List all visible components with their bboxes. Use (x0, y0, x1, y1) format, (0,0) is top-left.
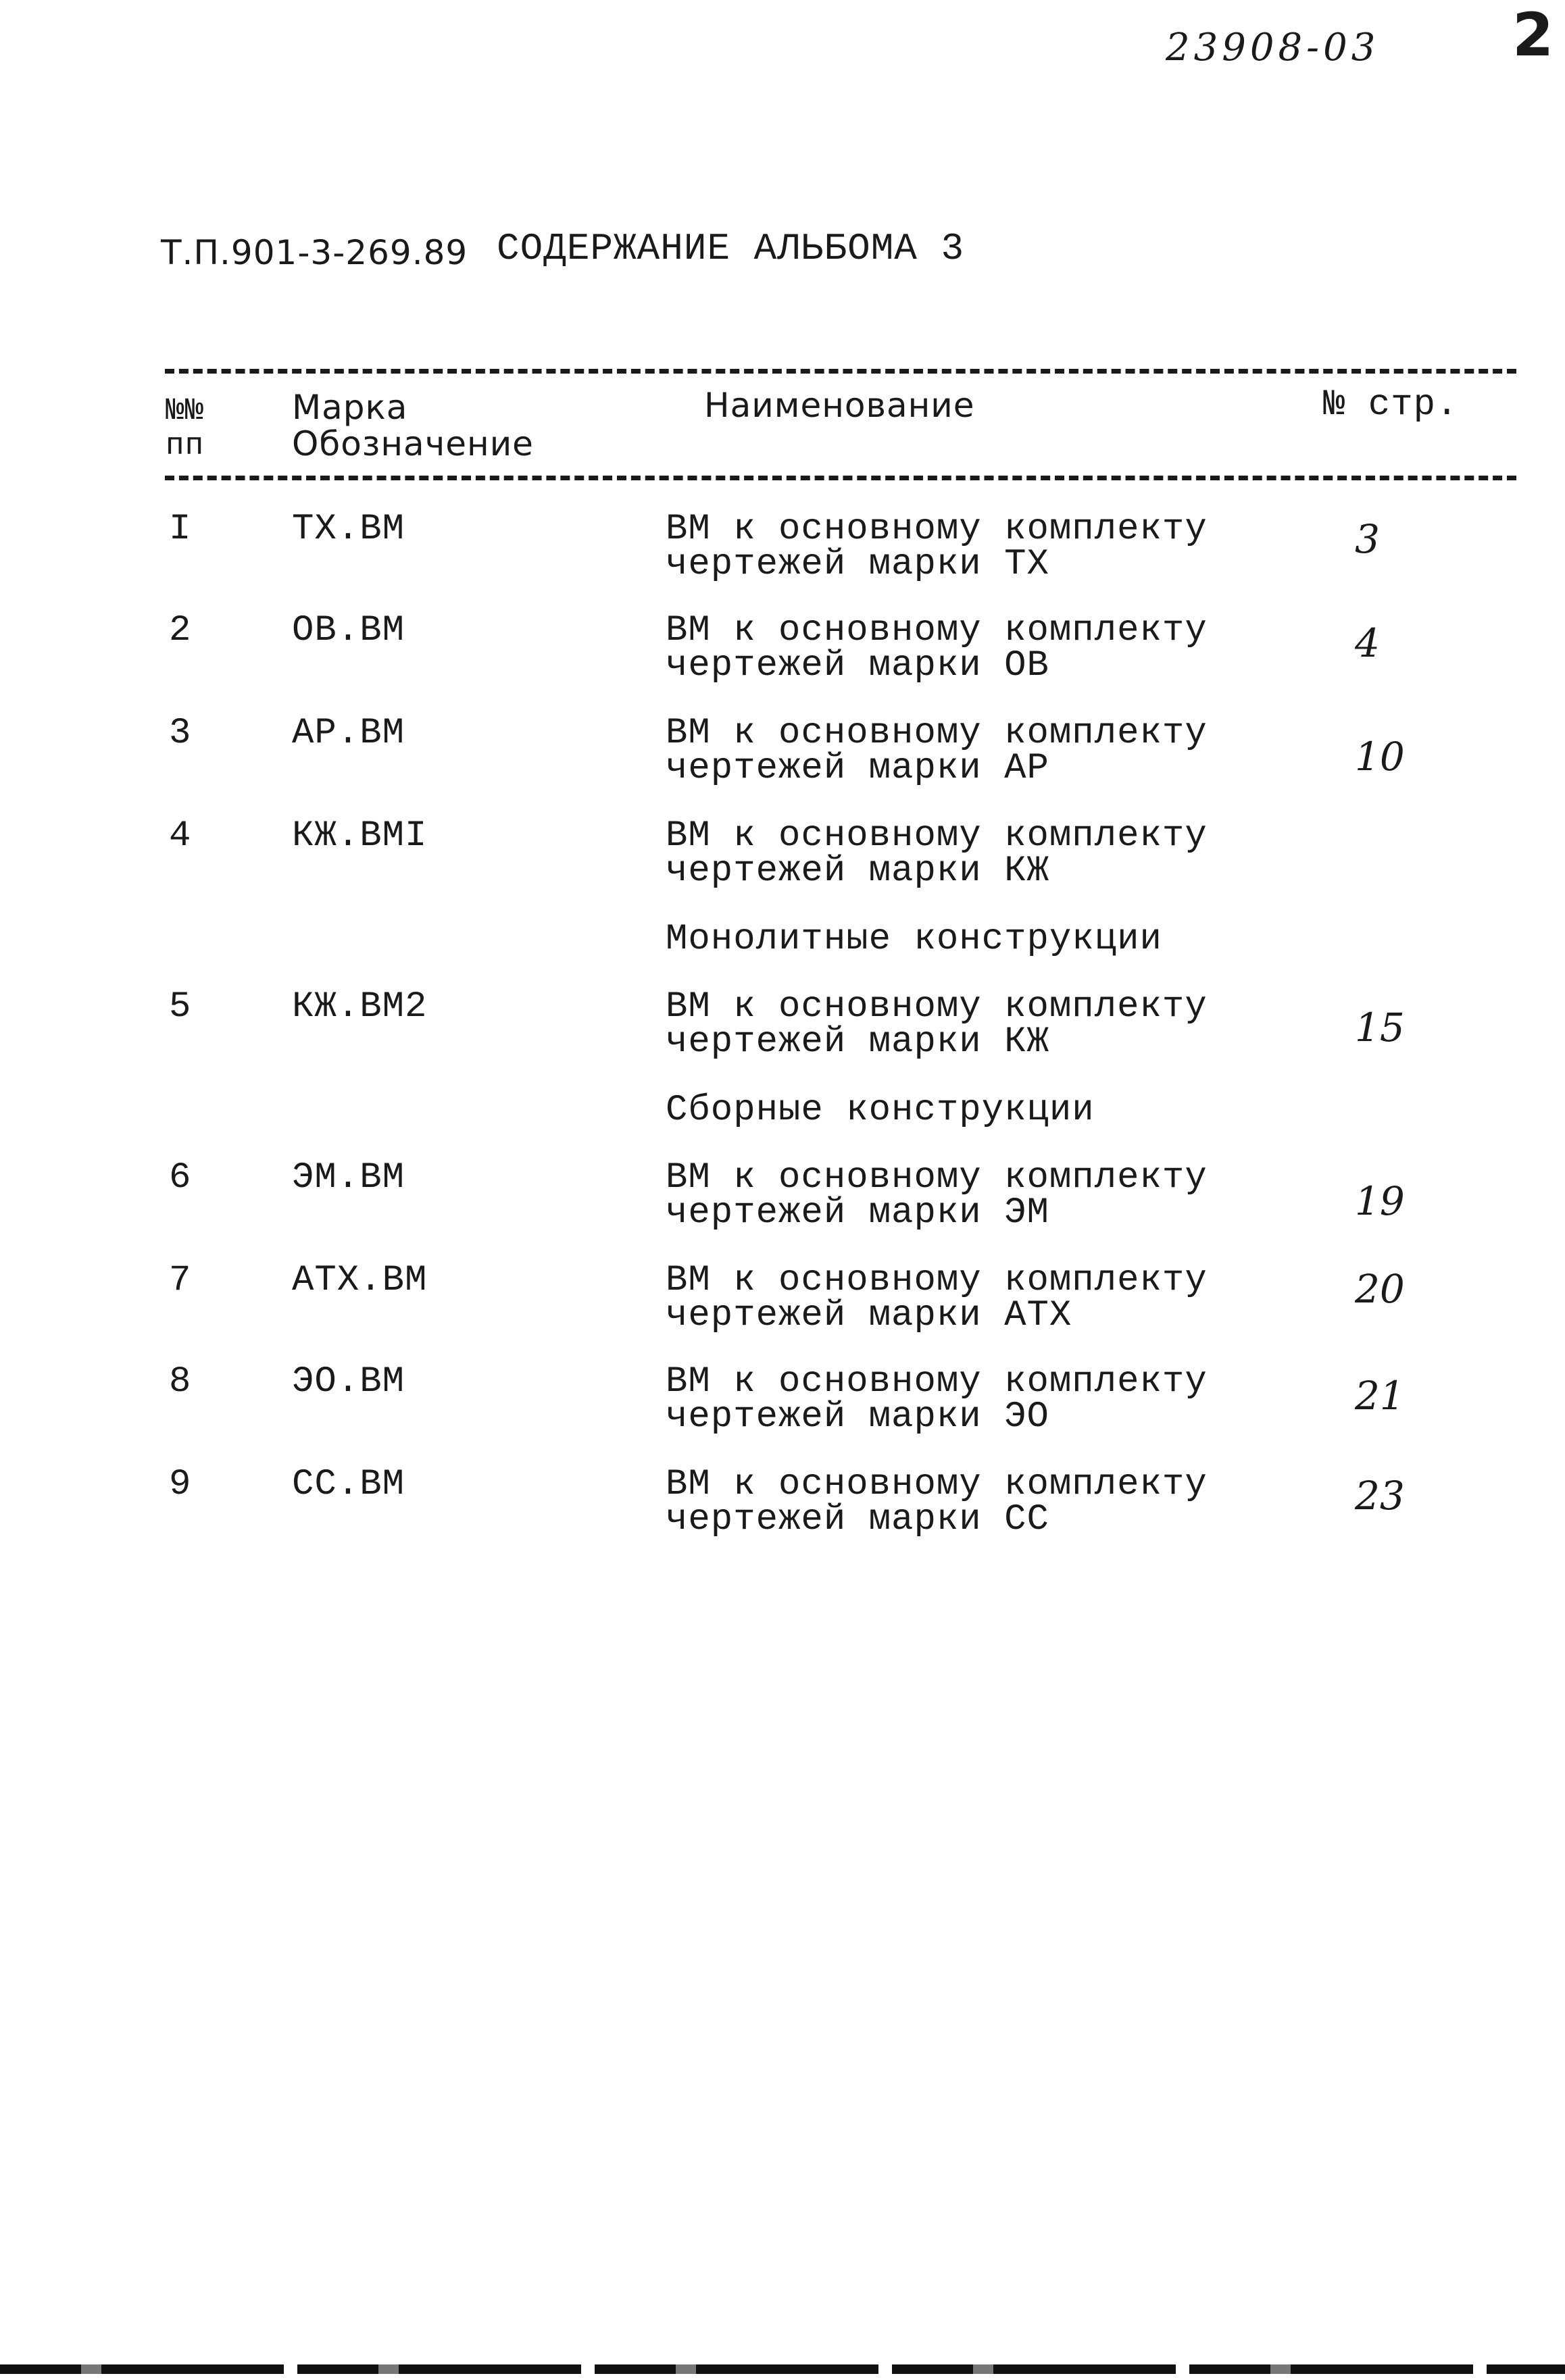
row-name: ВМ к основному комплекту чертежей марки ЭО (666, 1361, 1208, 1438)
column-header-num-line1: №№ (166, 393, 205, 428)
column-header-code (292, 389, 534, 462)
project-code: Т.П.901-3-269.89 (161, 233, 468, 272)
row-name: ВМ к основному комплекту чертежей марки АТХ (666, 1260, 1208, 1336)
row-code: ОВ.ВМ (292, 610, 405, 651)
column-header-code-line2: Обозначение (292, 424, 534, 463)
archive-number: 23908-03 (1166, 26, 1380, 70)
column-header-name: Наименование (704, 386, 975, 425)
row-number: 8 (169, 1361, 192, 1402)
row-name: ВМ к основному комплекту чертежей марки КЖ (666, 986, 1208, 1063)
row-code: ЭМ.ВМ (292, 1157, 405, 1198)
table-top-rule (165, 369, 1516, 374)
row-code: ЭО.ВМ (292, 1361, 405, 1402)
table-header-rule (165, 476, 1516, 480)
row-page: 19 (1355, 1178, 1405, 1224)
row-page: 21 (1355, 1373, 1405, 1419)
row-code: КЖ.ВМI (292, 815, 428, 857)
row-page: 4 (1355, 620, 1380, 666)
row-number: 9 (169, 1464, 192, 1505)
row-name: ВМ к основному комплекту чертежей марки КЖ (666, 815, 1208, 892)
row-page: 23 (1355, 1473, 1405, 1519)
row-code: КЖ.ВМ2 (292, 986, 428, 1028)
row-code: ТХ.ВМ (292, 509, 405, 550)
row-name: ВМ к основному комплекту чертежей марки ЭМ (666, 1157, 1208, 1234)
row-page: 10 (1355, 734, 1405, 780)
row-name: ВМ к основному комплекту чертежей марки СС (666, 1464, 1208, 1540)
row-code: СС.ВМ (292, 1464, 405, 1505)
row-number: 2 (169, 610, 192, 651)
row-number: I (169, 509, 192, 550)
row-number: 5 (169, 986, 192, 1028)
row-page: 15 (1355, 1005, 1405, 1050)
row-number: 3 (169, 713, 192, 754)
section-heading-precast: Сборные конструкции (666, 1090, 1095, 1131)
column-header-code-line1: Марка (292, 388, 408, 427)
section-heading-monolithic: Монолитные конструкции (666, 919, 1162, 960)
row-name: ВМ к основному комплекту чертежей марки ТХ (666, 509, 1208, 585)
row-number: 7 (169, 1260, 192, 1301)
column-header-num (166, 393, 204, 463)
sheet-number: 2 (1512, 0, 1554, 70)
row-name: ВМ к основному комплекту чертежей марки ОВ (666, 610, 1208, 686)
column-header-num-line2: пп (166, 428, 205, 463)
page-title: СОДЕРЖАНИЕ АЛЬБОМА 3 (497, 227, 965, 270)
row-name: ВМ к основному комплекту чертежей марки АР (666, 713, 1208, 789)
row-page: 3 (1355, 516, 1380, 562)
row-number: 4 (169, 815, 192, 857)
row-number: 6 (169, 1157, 192, 1198)
column-header-page: № стр. (1323, 384, 1459, 426)
row-code: АТХ.ВМ (292, 1260, 428, 1301)
row-page: 20 (1355, 1266, 1405, 1312)
scan-edge-rule (0, 2364, 1565, 2374)
row-code: АР.ВМ (292, 713, 405, 754)
